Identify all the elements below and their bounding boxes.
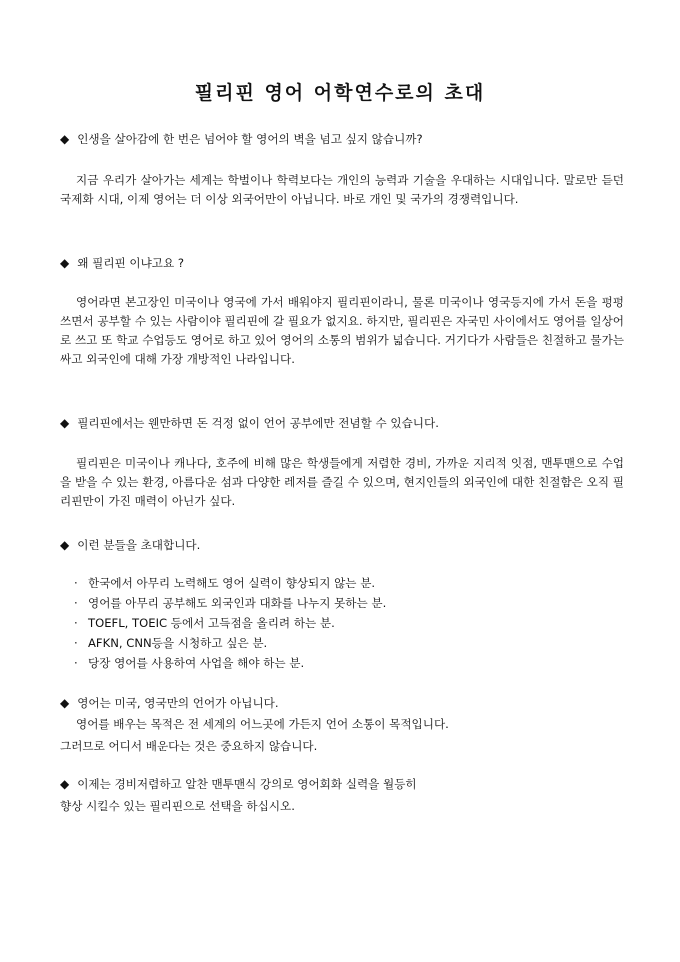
section-1-paragraph: 지금 우리가 살아가는 세계는 학벌이나 학력보다는 개인의 능력과 기술을 우대하는 시대입니다. 말로만 듣던 국제화 시대, 이제 영어는 더 이상 외국어만이 아닙니다. 바로 개인 및 국가의 경쟁력입니다. — [60, 173, 624, 206]
section-3-heading — [60, 414, 624, 433]
dot-bullet-icon: · — [74, 596, 78, 610]
section-heading-text: 왜 필리핀 이냐고요 ? — [77, 256, 185, 270]
dot-bullet-icon: · — [74, 636, 78, 650]
section-1-heading — [60, 130, 624, 149]
diamond-bullet-icon: ◆ — [60, 416, 70, 430]
section-5-heading — [60, 694, 624, 713]
body-line: 향상 시킬수 있는 필리핀으로 선택을 하십시오. — [60, 799, 295, 813]
section-3-paragraph: 필리핀은 미국이나 캐나다, 호주에 비해 많은 학생들에게 저렴한 경비, 가까운 지리적 잇점, 맨투맨으로 수업을 받을 수 있는 환경, 아름다운 섬과 다양한 레저를 즐길 수 있으며, 현지인들의 외국인에 대한 친절함은 오직 필리핀만이 가진 매력이 아닌가 싶다. — [60, 456, 624, 508]
section-2-heading — [60, 254, 624, 273]
section-2-paragraph: 영어라면 본고장인 미국이나 영국에 가서 배워야지 필리핀이라니, 물론 미국이나 영국등지에 가서 돈을 펑펑 쓰면서 공부할 수 있는 사람이야 필리핀에 갈 필요가 없지요. 하지만, 필리핀은 자국민 사이에서도 영어를 일상어로 쓰고 또 학교 수업등도 영어로 하고 있어 영어의 소통의 범위가 넓습니다. 거기다가 사람들은 친절하고 물가는 싸고 외국인에 대해 가장 개방적인 나라입니다. — [60, 295, 624, 366]
list-item: · AFKN, CNN등을 시청하고 싶은 분. — [60, 633, 624, 653]
section-heading-text: 필리핀에서는 웬만하면 돈 걱정 없이 언어 공부에만 전념할 수 있습니다. — [77, 416, 439, 430]
diamond-bullet-icon: ◆ — [60, 538, 70, 552]
section-4-heading — [60, 536, 624, 555]
list-item: · 당장 영어를 사용하여 사업을 해야 하는 분. — [60, 653, 624, 673]
diamond-bullet-icon: ◆ — [60, 777, 70, 791]
list-item: · TOEFL, TOEIC 등에서 고득점을 올리려 하는 분. — [60, 613, 624, 633]
dot-bullet-icon: · — [74, 656, 78, 670]
section-6-heading — [60, 775, 624, 794]
invitation-list — [60, 573, 624, 673]
section-heading-text: 영어는 미국, 영국만의 언어가 아닙니다. — [77, 696, 279, 710]
document-title: 필리핀 영어 어학연수로의 초대 — [194, 82, 486, 104]
dot-bullet-icon: · — [74, 616, 78, 630]
section-5-body — [60, 715, 624, 756]
dot-bullet-icon: · — [74, 576, 78, 590]
body-line: 그러므로 어디서 배운다는 것은 중요하지 않습니다. — [60, 739, 318, 753]
body-line: 영어를 배우는 목적은 전 세계의 어느곳에 가든지 언어 소통이 목적입니다. — [76, 717, 449, 731]
diamond-bullet-icon: ◆ — [60, 696, 70, 710]
diamond-bullet-icon: ◆ — [60, 256, 70, 270]
section-heading-text: 이제는 경비저렴하고 알찬 맨투맨식 강의로 영어회화 실력을 월등히 — [77, 777, 417, 791]
section-heading-text: 이런 분들을 초대합니다. — [77, 538, 201, 552]
section-heading-text: 인생을 살아감에 한 번은 넘어야 할 영어의 벽을 넘고 싶지 않습니까? — [77, 132, 423, 146]
list-item: · 영어를 아무리 공부해도 외국인과 대화를 나누지 못하는 분. — [60, 593, 624, 613]
section-6-body — [60, 797, 624, 816]
diamond-bullet-icon: ◆ — [60, 132, 70, 146]
list-item: · 한국에서 아무리 노력해도 영어 실력이 향상되지 않는 분. — [60, 573, 624, 593]
